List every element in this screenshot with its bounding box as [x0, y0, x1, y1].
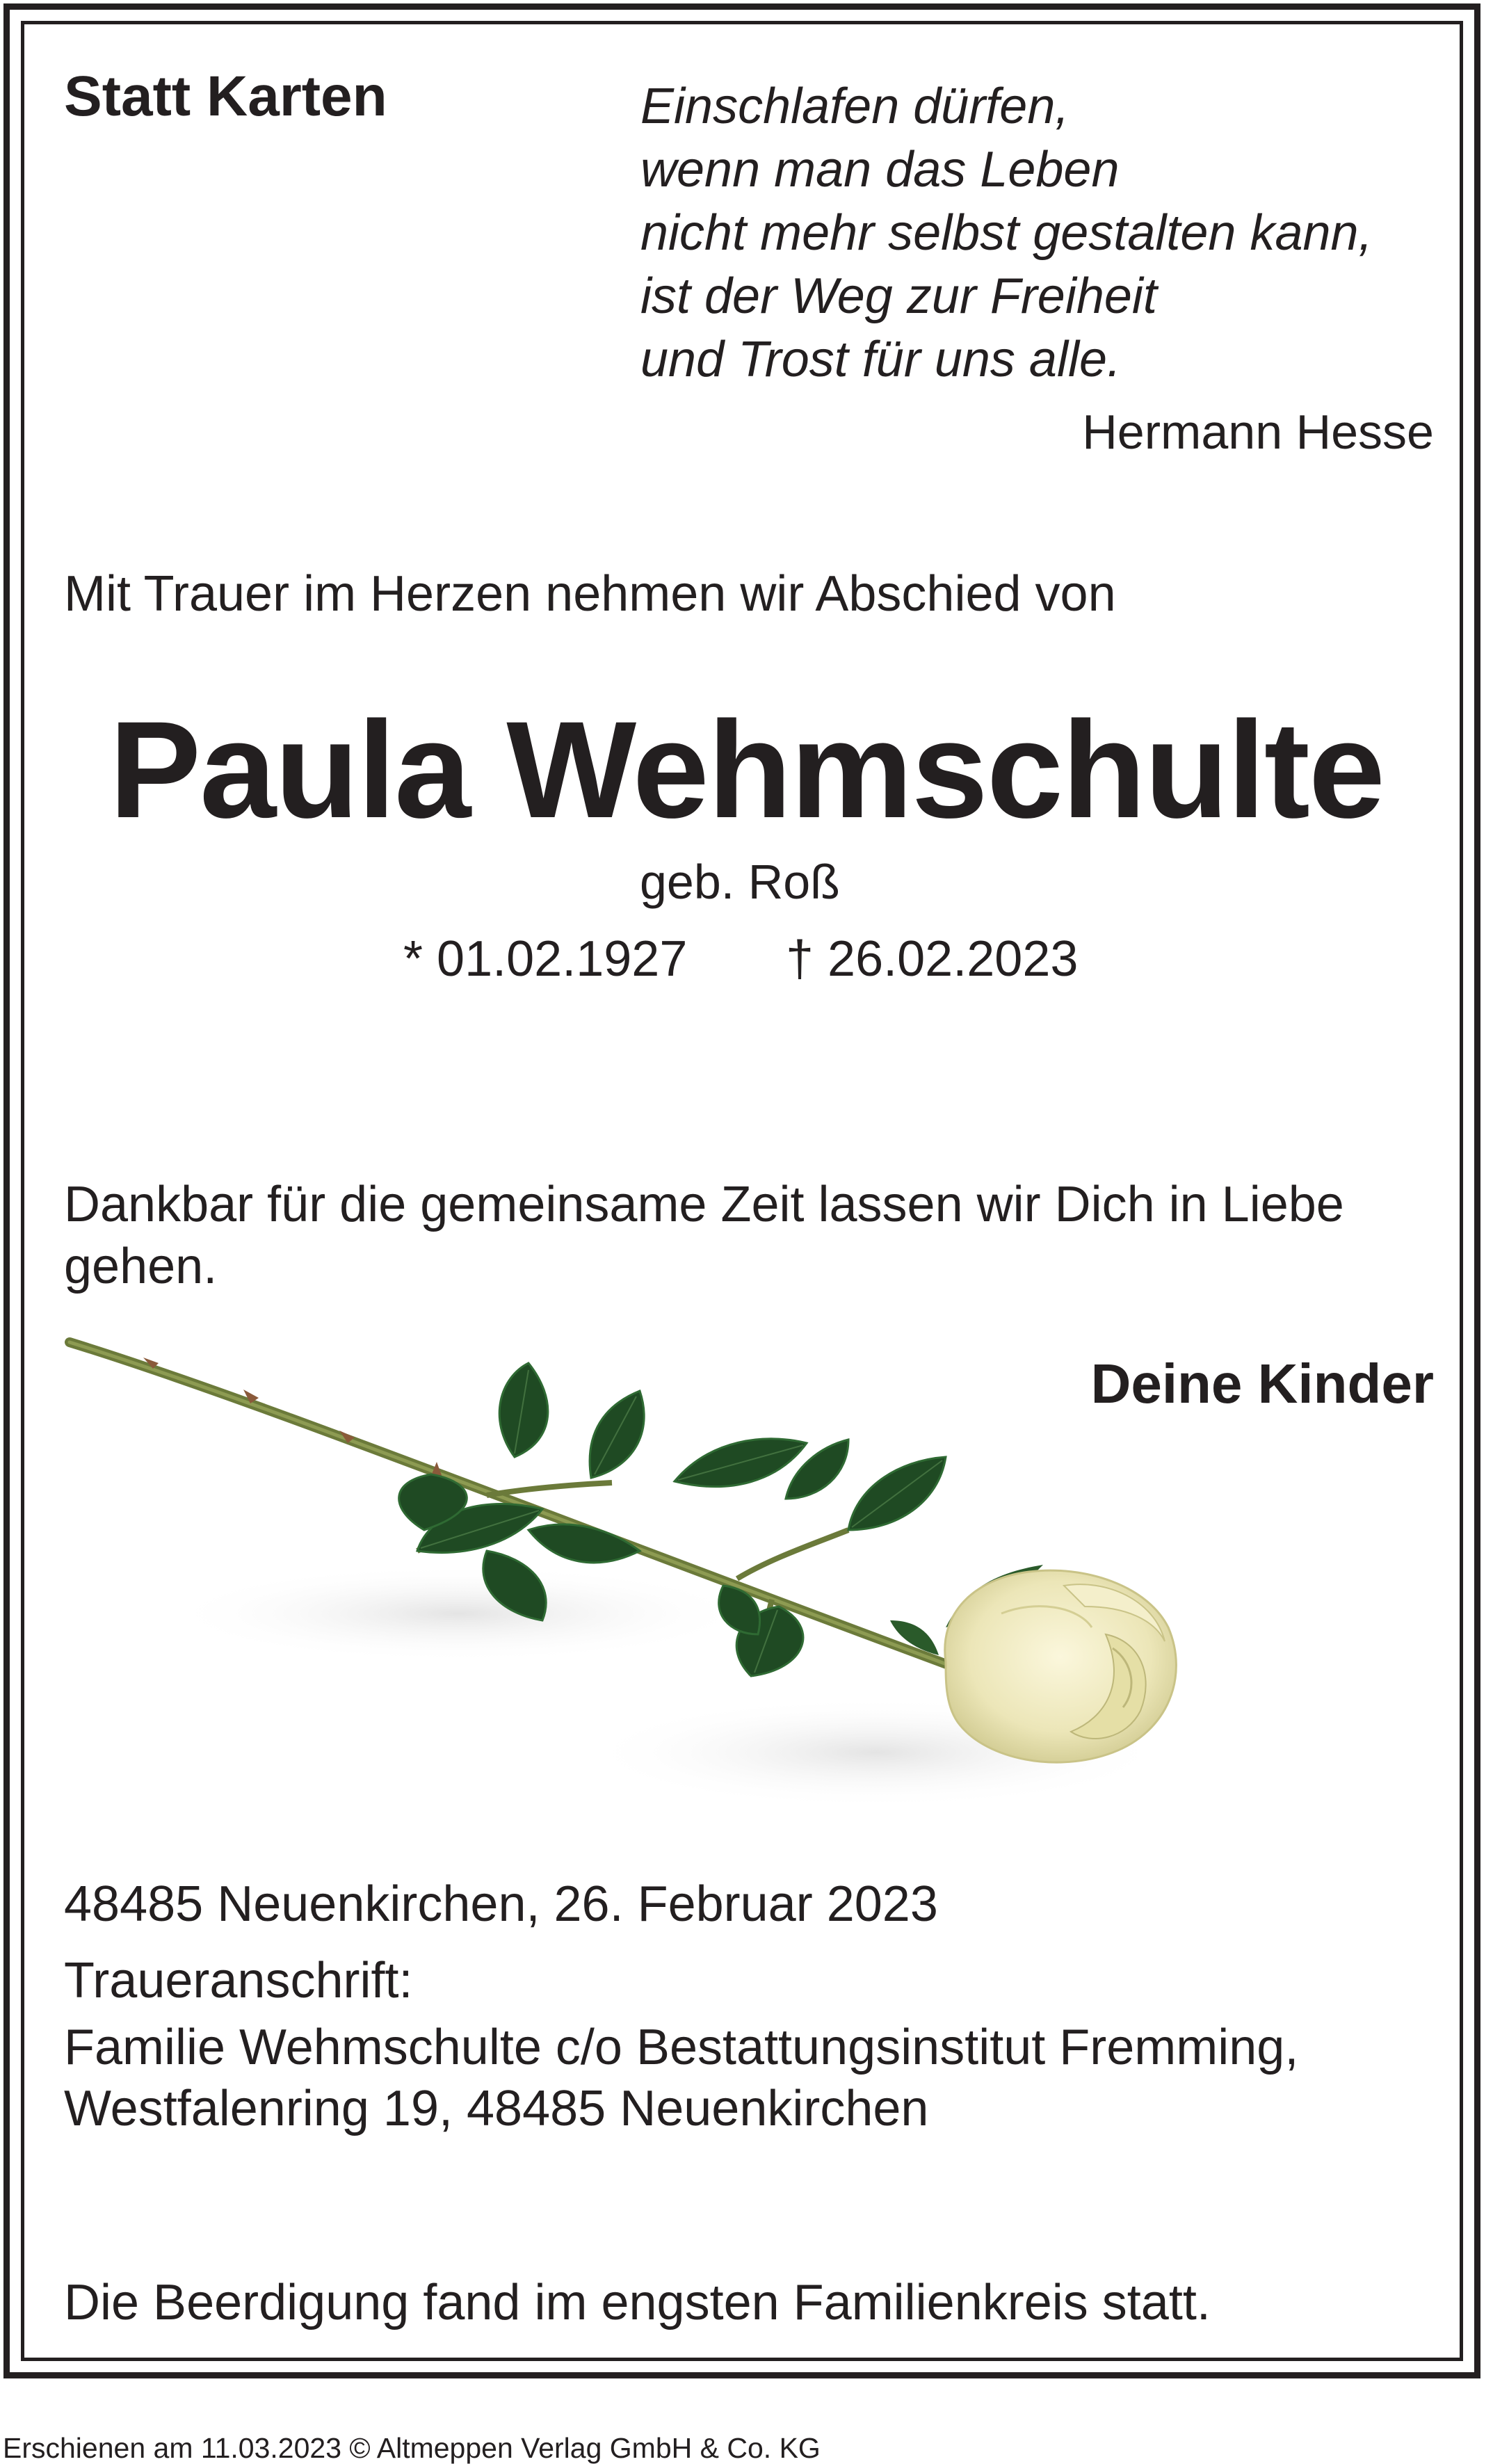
death-date: † 26.02.2023	[786, 931, 1079, 987]
place-date: 48485 Neuenkirchen, 26. Februar 2023	[64, 1876, 938, 1932]
birth-name: geb. Roß	[640, 855, 840, 909]
signature-children: Deine Kinder	[1090, 1353, 1434, 1415]
poem-text: Einschlafen dürfen, wenn man das Leben nicht mehr selbst gestalten kann, ist der Weg zur Freiheit und Trost für uns alle.	[640, 79, 1373, 387]
thanks-text: Dankbar für die gemeinsame Zeit lassen wir Dich in Liebe gehen.	[64, 1177, 1344, 1294]
mourning-address: Familie Wehmschulte c/o Bestattungsinstitut Fremming, Westfalenring 19, 48485 Neuenkirchen	[64, 2020, 1299, 2136]
white-rose-image	[42, 1321, 1224, 1850]
statt-karten-heading: Statt Karten	[64, 65, 387, 128]
publication-footer: Erschienen am 11.03.2023 © Altmeppen Verlag GmbH & Co. KG	[3, 2432, 821, 2464]
deceased-name: Paula Wehmschulte	[109, 693, 1384, 846]
address-label: Traueranschrift:	[64, 1953, 413, 2008]
poem-author: Hermann Hesse	[1082, 405, 1434, 459]
funeral-note: Die Beerdigung fand im engsten Familienkreis statt.	[64, 2275, 1211, 2330]
intro-text: Mit Trauer im Herzen nehmen wir Abschied von	[64, 566, 1116, 622]
birth-date: * 01.02.1927	[403, 931, 688, 987]
